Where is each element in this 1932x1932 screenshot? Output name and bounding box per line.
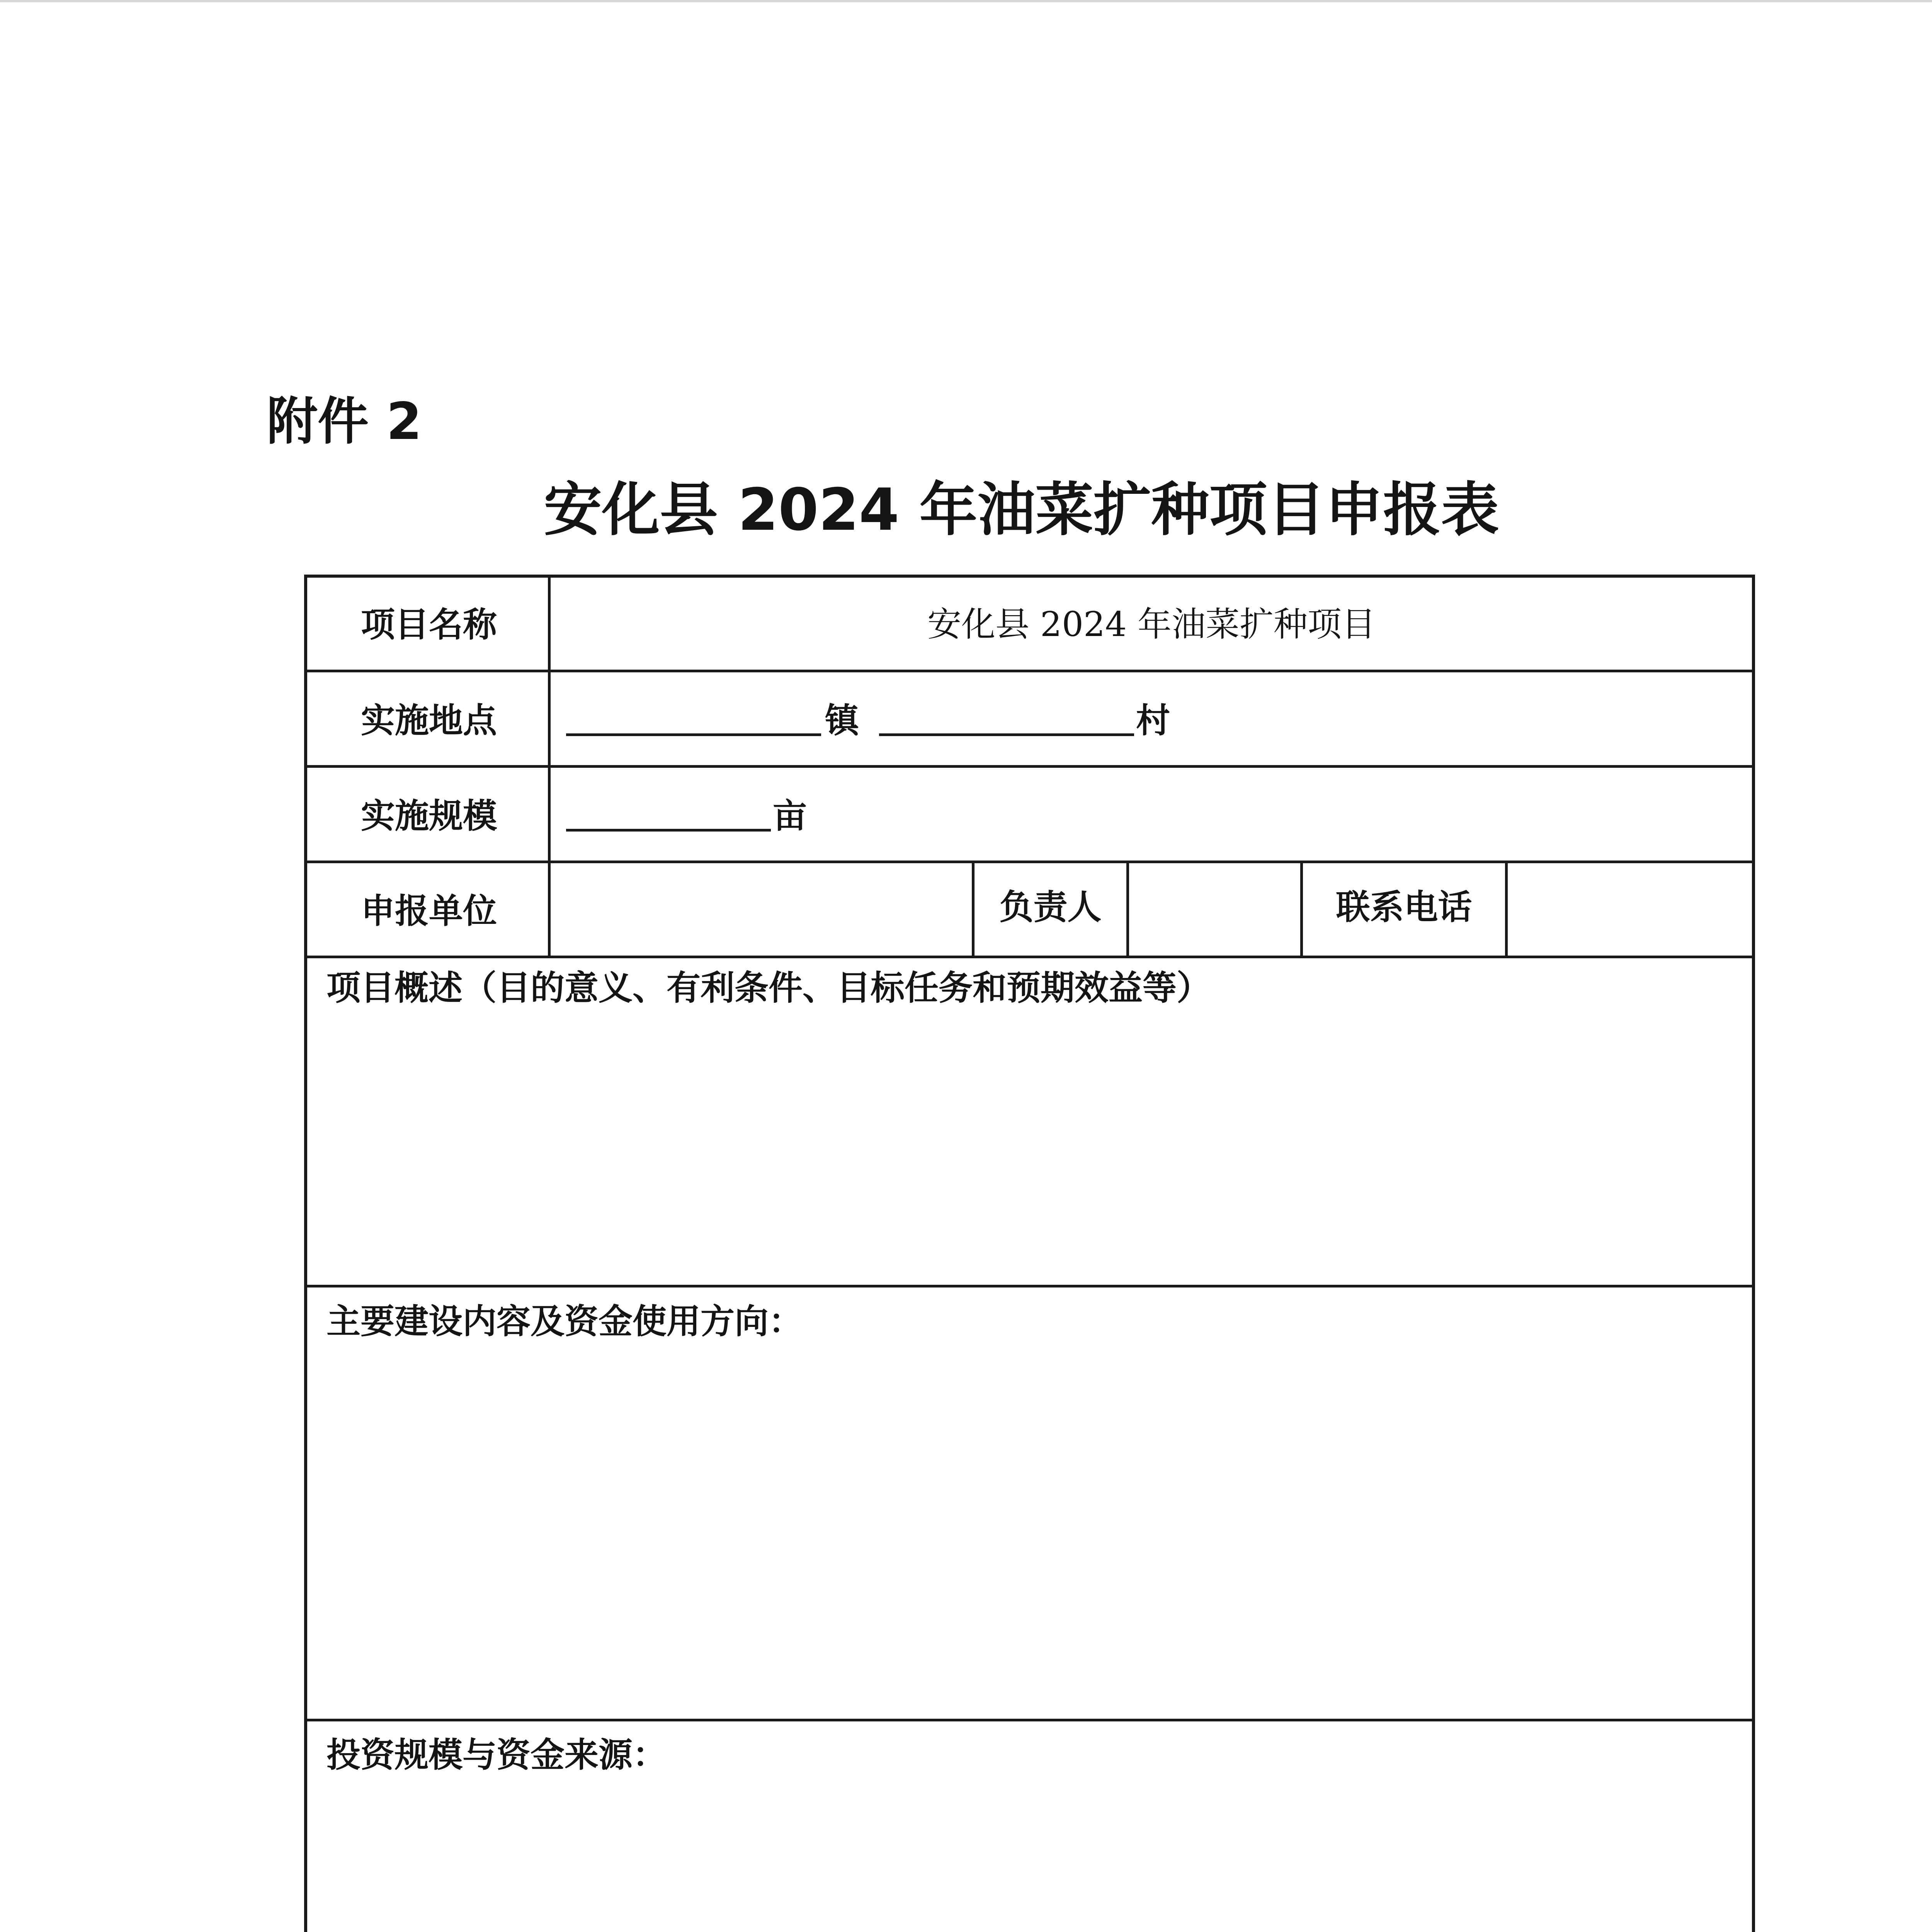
column-divider — [1300, 861, 1303, 958]
row-divider — [307, 1719, 1752, 1721]
scale-unit: 亩 — [773, 796, 807, 836]
investment-section-label: 投资规模与资金来源： — [327, 1735, 667, 1775]
column-divider — [972, 861, 975, 958]
phone-label: 联系电话 — [1336, 887, 1472, 927]
responsible-person-label: 负责人 — [999, 887, 1102, 927]
scale-blank-line — [566, 829, 771, 832]
scan-top-edge — [0, 0, 1932, 2]
column-divider — [1126, 861, 1129, 958]
row-divider — [307, 956, 1752, 958]
scale-label: 实施规模 — [361, 796, 497, 836]
town-suffix: 镇 — [825, 700, 859, 740]
town-blank-line — [566, 733, 821, 736]
application-form-table — [304, 575, 1755, 1932]
overview-section-label: 项目概述（目的意义、有利条件、目标任务和预期效益等） — [327, 968, 1211, 1008]
row-divider — [307, 765, 1752, 768]
project-name-value: 安化县 2024 年油菜扩种项目 — [927, 604, 1376, 644]
location-label: 实施地点 — [361, 700, 497, 740]
row-divider — [307, 670, 1752, 672]
row-divider — [307, 861, 1752, 863]
column-divider — [1505, 861, 1508, 958]
village-suffix: 村 — [1136, 700, 1170, 740]
row-divider — [307, 1285, 1752, 1287]
construction-section-label: 主要建设内容及资金使用方向： — [327, 1301, 803, 1341]
village-blank-line — [879, 733, 1134, 736]
form-title: 安化县 2024 年油菜扩种项目申报表 — [544, 476, 1499, 544]
attachment-label: 附件 2 — [267, 392, 422, 451]
project-name-label: 项目名称 — [361, 604, 497, 645]
applicant-label: 申报单位 — [361, 891, 497, 931]
